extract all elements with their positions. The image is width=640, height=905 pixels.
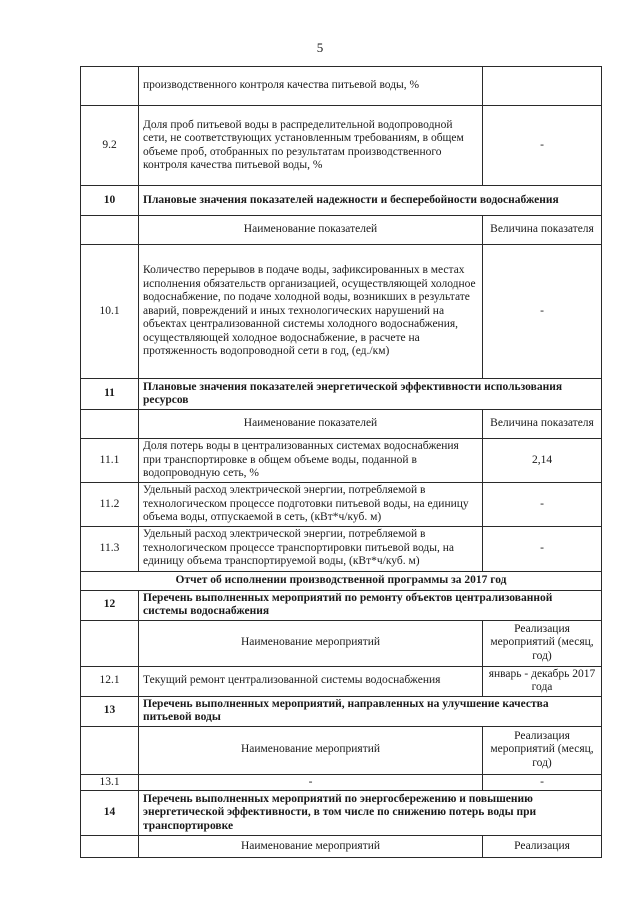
row-number: 9.2: [81, 106, 139, 186]
row-number: 12.1: [81, 666, 139, 696]
row-text: -: [139, 774, 483, 791]
section-number: 12: [81, 590, 139, 620]
header-row: [81, 726, 602, 774]
header-row: [81, 410, 602, 439]
table-row: [81, 526, 602, 571]
section-number: 11: [81, 379, 139, 410]
table-row: [81, 106, 602, 186]
section-title: Перечень выполненных мероприятий по ремонту объектов централизованной системы водоснабжения: [139, 590, 602, 620]
row-value: -: [483, 483, 602, 527]
column-header-value: Реализация: [483, 836, 602, 858]
column-header-name: Наименование мероприятий: [139, 620, 483, 666]
row-value: 2,14: [483, 439, 602, 483]
row-number: 10.1: [81, 245, 139, 379]
report-row: [81, 571, 602, 590]
section-row: [81, 590, 602, 620]
header-row: [81, 836, 602, 858]
report-title: Отчет об исполнении производственной программы за 2017 год: [81, 571, 602, 590]
section-row: [81, 791, 602, 836]
section-number: 10: [81, 186, 139, 216]
column-header-value: Реализация мероприятий (месяц, год): [483, 620, 602, 666]
section-title: Перечень выполненных мероприятий по энергосбережению и повышению энергетической эффективности, в том числе по снижению потерь воды при транспортировке: [139, 791, 602, 836]
column-header-name: Наименование мероприятий: [139, 726, 483, 774]
section-title: Плановые значения показателей энергетической эффективности использования ресурсов: [139, 379, 602, 410]
column-header-name: Наименование мероприятий: [139, 836, 483, 858]
row-value: -: [483, 526, 602, 571]
section-row: [81, 379, 602, 410]
section-row: [81, 696, 602, 726]
section-row: [81, 186, 602, 216]
row-text: Текущий ремонт централизованной системы водоснабжения: [139, 666, 483, 696]
column-header-name: Наименование показателей: [139, 216, 483, 245]
page-number: 5: [316, 40, 324, 55]
row-number: [81, 67, 139, 106]
section-title: Плановые значения показателей надежности и бесперебойности водоснабжения: [139, 186, 602, 216]
table-row: [81, 67, 602, 106]
section-number: 14: [81, 791, 139, 836]
row-value: [483, 67, 602, 106]
column-header-value: Величина показателя: [483, 216, 602, 245]
row-value: -: [483, 106, 602, 186]
table-row: [81, 774, 602, 791]
row-number: 13.1: [81, 774, 139, 791]
program-table: [80, 66, 602, 858]
row-text: Количество перерывов в подаче воды, зафиксированных в местах исполнения обязательств организацией, осуществляющей холодное водоснабжение, по подаче холодной воды, возникших в результате аварий, повреждений и иных технологических нарушений на объектах централизованной системы холодного водоснабжения, осуществляющей холодное водоснабжение, в расчете на протяженность водопроводной сети в год, (ед./км): [139, 245, 483, 379]
section-number: 13: [81, 696, 139, 726]
row-text: Удельный расход электрической энергии, потребляемой в технологическом процессе транспортировки питьевой воды, на единицу объема транспортируемой воды, (кВт*ч/куб. м): [139, 526, 483, 571]
column-header-name: Наименование показателей: [139, 410, 483, 439]
table-row: [81, 439, 602, 483]
column-header-value: Реализация мероприятий (месяц, год): [483, 726, 602, 774]
row-text: Удельный расход электрической энергии, потребляемой в технологическом процессе подготовки питьевой воды, на единицу объема воды, отпускаемой в сеть, (кВт*ч/куб. м): [139, 483, 483, 527]
table-row: [81, 666, 602, 696]
column-header-value: Величина показателя: [483, 410, 602, 439]
row-value: -: [483, 774, 602, 791]
row-value: -: [483, 245, 602, 379]
row-number: 11.3: [81, 526, 139, 571]
row-value: январь - декабрь 2017 года: [483, 666, 602, 696]
row-text: производственного контроля качества питьевой воды, %: [139, 67, 483, 106]
row-number: 11.1: [81, 439, 139, 483]
row-text: Доля проб питьевой воды в распределительной водопроводной сети, не соответствующих установленным требованиям, в общем объеме проб, отобранных по результатам производственного контроля качества питьевой воды, %: [139, 106, 483, 186]
header-row: [81, 216, 602, 245]
table-row: [81, 483, 602, 527]
row-number: 11.2: [81, 483, 139, 527]
section-title: Перечень выполненных мероприятий, направленных на улучшение качества питьевой воды: [139, 696, 602, 726]
header-row: [81, 620, 602, 666]
table-row: [81, 245, 602, 379]
row-text: Доля потерь воды в централизованных системах водоснабжения при транспортировке в общем объеме воды, поданной в водопроводную сеть, %: [139, 439, 483, 483]
